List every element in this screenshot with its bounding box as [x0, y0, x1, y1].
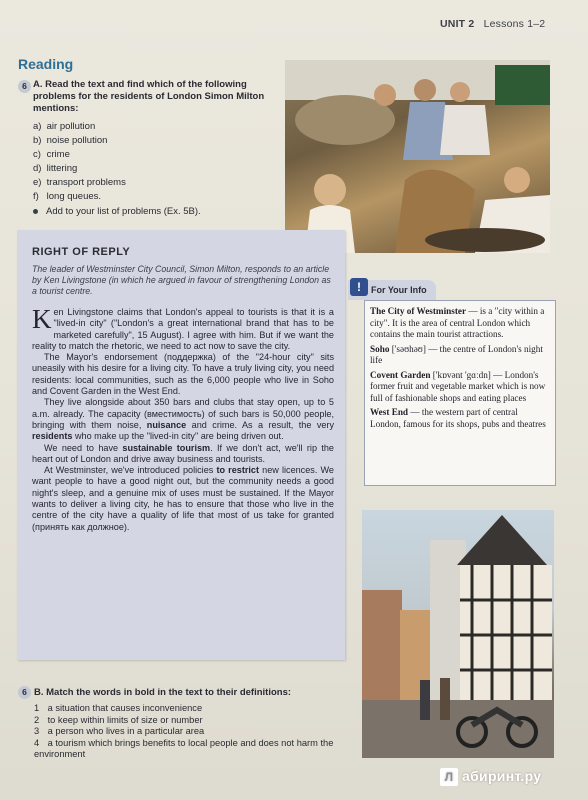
reply-intro: The leader of Westminster City Council, Simon Milton, responds to an article by Ken Livingstone (in which he argued in favour of strengthening London as a tourist centre.	[32, 264, 331, 296]
list-item: a) air pollution	[33, 121, 96, 132]
list-item: d) littering	[33, 163, 78, 174]
section-title: Reading	[18, 56, 74, 72]
watermark: Л абиринт.ру	[440, 768, 541, 786]
bold-word-sustainable-tourism: sustainable tourism	[122, 442, 211, 453]
labirint-logo-icon: Л	[440, 768, 458, 786]
article-paragraph: We need to have sustainable tourism. If we don't act, we'll rip the heart out of London and drive away business and tourists.	[32, 442, 334, 464]
info-entry: Covent Garden ['kɒvənt 'gɑːdn] — London's former fruit and vegetable market which is now full of fashionable shops and eating places	[370, 369, 546, 403]
add-note: Add to your list of problems (Ex. 5B).	[33, 206, 201, 217]
list-item: b) noise pollution	[33, 135, 108, 146]
definitions-list	[34, 703, 334, 761]
drop-cap: K	[32, 304, 52, 334]
info-label: For Your Info	[371, 285, 427, 295]
list-item: e) transport problems	[33, 177, 126, 188]
article-paragraph: At Westminster, we've introduced policies to restrict new licences. We want people to have a good night out, but the community needs a good night's sleep, and a genuine mix of uses must be sustained. If the Mayor wants to deliver a living city, he has to ensure that those who live in the centre of the city have a quality of life that most of us take for granted (принять как должное).	[32, 465, 334, 532]
bold-word-to-restrict: to restrict	[216, 465, 260, 476]
article-paragraph: They live alongside about 350 bars and clubs that stay open, up to 5 a.m. already. The capacity (вместимость) of such bars is 50,000 people, bringing with them noise, nuisance and crime. As a result, the very residents who make up the "lived-in city" are being driven out.	[32, 397, 334, 442]
info-entry: The City of Westminster — is a "city within a city". It is the area of central London which contains the main tourist attractions.	[370, 306, 545, 339]
list-item: 3 a person who lives in a particular area	[34, 726, 205, 736]
task-a-instruction: A. Read the text and find which of the following problems for the residents of London Simon Milton mentions:	[33, 79, 265, 114]
lessons-label: Lessons 1–2	[483, 18, 546, 30]
task-b-instruction: B. Match the words in bold in the text to their definitions:	[34, 687, 292, 698]
bullet-icon	[33, 209, 38, 214]
info-content	[370, 306, 550, 433]
list-item: 1 a situation that causes inconvenience	[34, 703, 203, 713]
street-scene-illustration	[362, 510, 554, 758]
list-item: c) crime	[33, 149, 70, 160]
article-paragraph: The Mayor's endorsement (поддержка) of the "24-hour city" sits uneasily with his desire for a living city. To have a truly living city, you need residents: local communities, such as the 6,000 people who live in Soho and Covent Garden in the West End.	[32, 352, 334, 397]
street-photo	[362, 510, 554, 758]
bold-word-residents: residents	[32, 431, 73, 442]
exclamation-icon: !	[350, 278, 368, 296]
unit-header	[440, 18, 545, 30]
list-item: f) long queues.	[33, 191, 102, 202]
info-entry: West End — the western part of central London, famous for its shops, pubs and theatres	[370, 407, 546, 429]
list-item: 4 a tourism which brings benefits to local people and does not harm the environment	[34, 737, 334, 759]
reply-article	[32, 304, 334, 533]
info-entry: Soho ['səʊhəʊ] — the centre of London's night life	[370, 343, 543, 365]
reply-title: RIGHT OF REPLY	[32, 246, 131, 258]
bold-word-nuisance: nuisance	[146, 419, 187, 430]
problem-options-list	[33, 120, 126, 204]
article-paragraph: Ken Livingstone claims that London's appeal to tourists is that it is a "lived-in city" ("London's a great international brand that has to be marketed carefully", 15 August). I agree with him. But if we want the reality to match the rhetoric, we need to act now to save the city.	[32, 304, 334, 351]
unit-label: UNIT 2	[440, 18, 475, 30]
exercise-number-badge: 6	[18, 686, 31, 699]
cafe-scene-illustration	[285, 60, 550, 253]
exercise-number-badge: 6	[18, 80, 31, 93]
list-item: 2 to keep within limits of size or number	[34, 714, 203, 725]
cafe-photo	[285, 60, 550, 253]
